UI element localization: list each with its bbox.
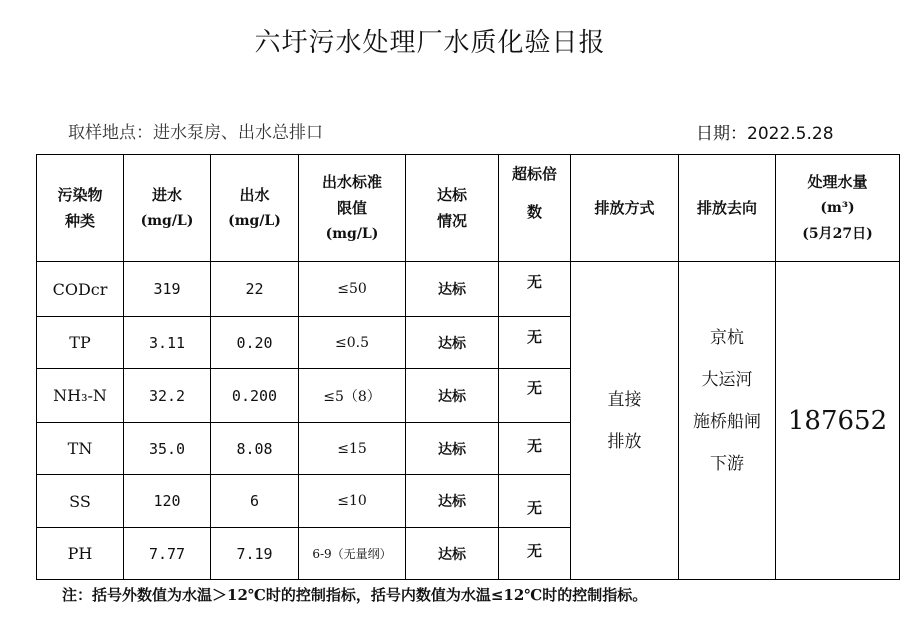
- footnote: 注：括号外数值为水温＞12℃时的控制指标，括号内数值为水温≤12℃时的控制指标。: [62, 586, 648, 604]
- header-limit: 出水标准 限值 (mg/L): [299, 155, 406, 262]
- sample-location: 取样地点：进水泵房、出水总排口: [68, 123, 323, 143]
- exceed-multiple: 无: [499, 317, 571, 369]
- table-row: [37, 262, 900, 317]
- exceed-multiple: 无: [499, 475, 571, 528]
- header-pollutant: 污染物 种类: [37, 155, 124, 262]
- influent-value: 35.0: [124, 423, 211, 475]
- limit-value: ≤10: [299, 475, 406, 528]
- discharge-method: 直接 排放: [571, 262, 679, 580]
- header-discharge-destination: 排放去向: [679, 155, 776, 262]
- effluent-value: 6: [211, 475, 299, 528]
- influent-value: 319: [124, 262, 211, 317]
- influent-value: 120: [124, 475, 211, 528]
- compliance-status: 达标: [406, 317, 499, 369]
- header-exceed: 超标倍 数: [499, 155, 571, 262]
- limit-value: ≤50: [299, 262, 406, 317]
- header-effluent: 出水 (mg/L): [211, 155, 299, 262]
- effluent-value: 0.200: [211, 369, 299, 423]
- influent-value: 3.11: [124, 317, 211, 369]
- exceed-multiple: 无: [499, 369, 571, 423]
- treated-volume: 187652: [776, 262, 900, 580]
- compliance-status: 达标: [406, 369, 499, 423]
- compliance-status: 达标: [406, 528, 499, 580]
- pollutant-name: SS: [37, 475, 124, 528]
- effluent-value: 22: [211, 262, 299, 317]
- discharge-destination: 京杭 大运河 施桥船闸 下游: [679, 262, 776, 580]
- limit-value: 6-9（无量纲）: [299, 528, 406, 580]
- pollutant-name: PH: [37, 528, 124, 580]
- effluent-value: 7.19: [211, 528, 299, 580]
- influent-value: 7.77: [124, 528, 211, 580]
- pollutant-name: TP: [37, 317, 124, 369]
- header-discharge-method: 排放方式: [571, 155, 679, 262]
- pollutant-name: CODcr: [37, 262, 124, 317]
- header-influent: 进水 (mg/L): [124, 155, 211, 262]
- compliance-status: 达标: [406, 475, 499, 528]
- effluent-value: 8.08: [211, 423, 299, 475]
- limit-value: ≤15: [299, 423, 406, 475]
- exceed-multiple: 无: [499, 262, 571, 317]
- effluent-value: 0.20: [211, 317, 299, 369]
- exceed-multiple: 无: [499, 528, 571, 580]
- limit-value: ≤5（8）: [299, 369, 406, 423]
- compliance-status: 达标: [406, 262, 499, 317]
- header-compliance: 达标 情况: [406, 155, 499, 262]
- report-title: 六圩污水处理厂水质化验日报: [254, 28, 606, 58]
- exceed-multiple: 无: [499, 423, 571, 475]
- header-volume: 处理水量 (m³) (5月27日): [776, 155, 900, 262]
- limit-value: ≤0.5: [299, 317, 406, 369]
- influent-value: 32.2: [124, 369, 211, 423]
- pollutant-name: TN: [37, 423, 124, 475]
- water-quality-table: [36, 154, 900, 580]
- header-row: [37, 155, 900, 262]
- compliance-status: 达标: [406, 423, 499, 475]
- pollutant-name: NH₃-N: [37, 369, 124, 423]
- report-date: 日期：2022.5.28: [696, 124, 834, 144]
